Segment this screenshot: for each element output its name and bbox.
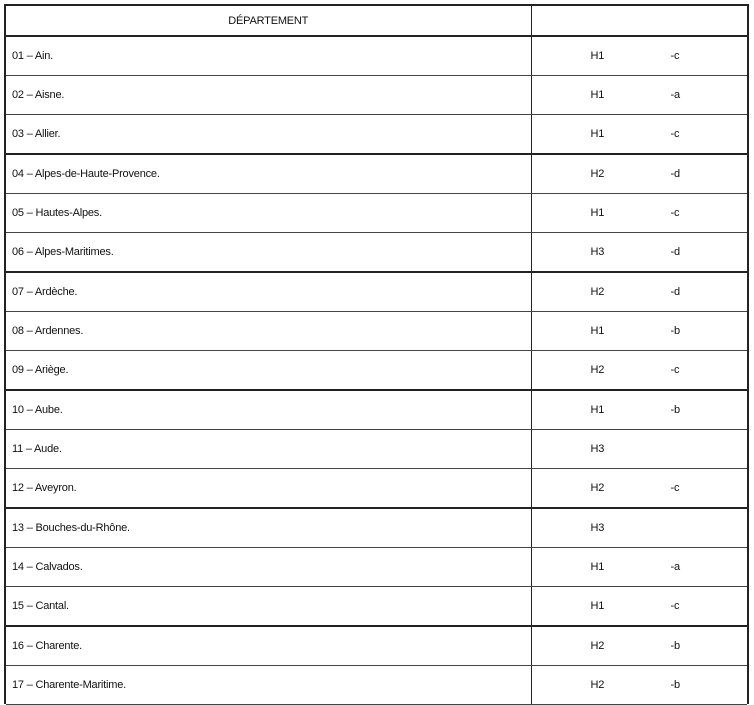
table-row	[6, 312, 747, 351]
department-cell: 16 – Charente.	[6, 626, 531, 666]
zone-cell	[531, 76, 747, 115]
department-cell: 05 – Hautes-Alpes.	[6, 194, 531, 233]
department-cell: 13 – Bouches-du-Rhône.	[6, 508, 531, 548]
zone-cell	[531, 312, 747, 351]
climate-zone: H1	[590, 561, 605, 573]
zone-cell	[531, 626, 747, 666]
climate-subzone: -c	[670, 364, 680, 376]
climate-subzone: -d	[670, 286, 680, 298]
zone-cell	[531, 430, 747, 469]
table-row	[6, 390, 747, 430]
department-cell: 04 – Alpes-de-Haute-Provence.	[6, 154, 531, 194]
table-row	[6, 626, 747, 666]
table-row	[6, 351, 747, 391]
climate-zone: H2	[590, 286, 605, 298]
department-cell: 10 – Aube.	[6, 390, 531, 430]
climate-subzone: -a	[670, 89, 680, 101]
climate-zone: H3	[590, 522, 605, 534]
zone-cell	[531, 666, 747, 705]
zone-cell	[531, 154, 747, 194]
zone-cell	[531, 469, 747, 509]
zone-cell	[531, 233, 747, 273]
table-row	[6, 194, 747, 233]
table-row	[6, 508, 747, 548]
department-cell: 08 – Ardennes.	[6, 312, 531, 351]
document-page	[4, 4, 749, 704]
table-row	[6, 233, 747, 273]
climate-zone: H2	[590, 364, 605, 376]
zone-cell	[531, 508, 747, 548]
zone-cell	[531, 390, 747, 430]
climate-subzone: -b	[670, 640, 680, 652]
climate-subzone: -c	[670, 600, 680, 612]
climate-zone: H2	[590, 482, 605, 494]
zone-cell	[531, 587, 747, 627]
department-cell: 02 – Aisne.	[6, 76, 531, 115]
table-row	[6, 430, 747, 469]
department-cell: 12 – Aveyron.	[6, 469, 531, 509]
table-row	[6, 76, 747, 115]
department-cell: 11 – Aude.	[6, 430, 531, 469]
table-row	[6, 666, 747, 705]
climate-zone: H2	[590, 640, 605, 652]
table-row	[6, 587, 747, 627]
climate-zone: H1	[590, 600, 605, 612]
department-cell: 03 – Allier.	[6, 115, 531, 155]
climate-zone: H1	[590, 404, 605, 416]
table-row	[6, 469, 747, 509]
table-row	[6, 548, 747, 587]
zone-cell	[531, 548, 747, 587]
climate-zone: H2	[590, 679, 605, 691]
department-cell: 17 – Charente-Maritime.	[6, 666, 531, 705]
climate-subzone: -c	[670, 207, 680, 219]
department-cell: 06 – Alpes-Maritimes.	[6, 233, 531, 273]
department-column-header: DÉPARTEMENT	[6, 6, 531, 36]
climate-subzone: -b	[670, 679, 680, 691]
climate-zone: H1	[590, 50, 605, 62]
department-cell: 14 – Calvados.	[6, 548, 531, 587]
zone-column-header	[531, 6, 747, 36]
climate-subzone: -b	[670, 404, 680, 416]
table-row	[6, 115, 747, 155]
climate-zone: H1	[590, 89, 605, 101]
climate-subzone: -c	[670, 50, 680, 62]
table-row	[6, 272, 747, 312]
climate-subzone: -d	[670, 168, 680, 180]
department-zone-table	[6, 6, 747, 705]
climate-zone: H1	[590, 207, 605, 219]
department-cell: 09 – Ariège.	[6, 351, 531, 391]
zone-cell	[531, 36, 747, 76]
climate-subzone: -d	[670, 246, 680, 258]
zone-cell	[531, 272, 747, 312]
department-cell: 15 – Cantal.	[6, 587, 531, 627]
zone-cell	[531, 351, 747, 391]
table-row	[6, 154, 747, 194]
table-body	[6, 36, 747, 705]
department-cell: 01 – Ain.	[6, 36, 531, 76]
climate-zone: H3	[590, 246, 605, 258]
zone-cell	[531, 194, 747, 233]
climate-zone: H1	[590, 128, 605, 140]
climate-subzone: -a	[670, 561, 680, 573]
department-cell: 07 – Ardèche.	[6, 272, 531, 312]
climate-subzone: -b	[670, 325, 680, 337]
climate-subzone: -c	[670, 482, 680, 494]
zone-cell	[531, 115, 747, 155]
table-row	[6, 36, 747, 76]
climate-zone: H3	[590, 443, 605, 455]
climate-zone: H2	[590, 168, 605, 180]
climate-subzone: -c	[670, 128, 680, 140]
table-header-row	[6, 6, 747, 36]
climate-zone: H1	[590, 325, 605, 337]
